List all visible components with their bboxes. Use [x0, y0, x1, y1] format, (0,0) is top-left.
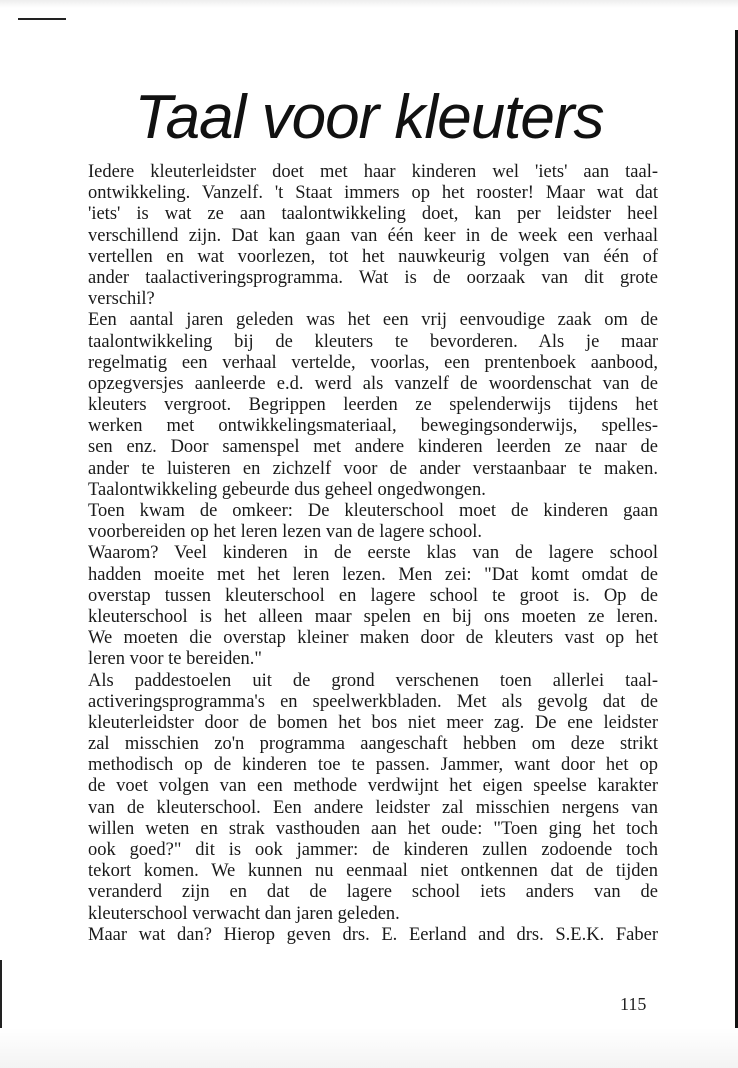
text-line: Een aantal jaren geleden was het een vrij eenvoudige zaak om de: [88, 310, 658, 331]
text-line: werken met ontwikkelingsmateriaal, bewegingsonderwijs, spelles-: [88, 416, 658, 437]
text-line: sen enz. Door samenspel met andere kinderen leerden ze naar de: [88, 437, 658, 458]
text-line: de voet volgen van een methode verdwijnt het eigen speelse karakter: [88, 776, 658, 797]
text-line: Toen kwam de omkeer: De kleuterschool moet de kinderen gaan: [88, 501, 658, 521]
text-line: voorbereiden op het leren lezen van de lagere school.: [88, 522, 482, 543]
text-line: ander taalactiveringsprogramma. Wat is de oorzaak van dit grote: [88, 267, 658, 288]
page-number: 115: [620, 994, 647, 1014]
text-line: Taalontwikkeling gebeurde dus geheel ongedwongen.: [88, 479, 486, 500]
text-line: verschillend zijn. Dat kan gaan van één keer in de week een verhaal: [88, 225, 658, 246]
text-line: kleuterschool verwacht dan jaren geleden.: [88, 903, 400, 924]
text-line: methodisch op de kinderen toe te passen. Jammer, want door het op: [88, 755, 658, 776]
text-line: taalontwikkeling bij de kleuters te bevorderen. Als je maar: [88, 331, 658, 352]
text-line: verschil?: [88, 289, 155, 310]
text-line: We moeten die overstap kleiner maken door de kleuters vast op het: [88, 628, 658, 649]
text-line: opzegversjes aanleerde e.d. werd als vanzelf de woordenschat van de: [88, 373, 658, 394]
text-line: zal misschien zo'n programma aangeschaft hebben om deze strikt: [88, 734, 658, 755]
page-title: Taal voor kleuters: [134, 83, 604, 152]
top-rule: [18, 18, 66, 20]
text-line: ander te luisteren en zichzelf voor de ander verstaanbaar te maken.: [88, 458, 658, 479]
text-line: Als paddestoelen uit de grond verschenen toen allerlei taal-: [88, 670, 658, 691]
text-line: Maar wat dan? Hierop geven drs. E. Eerland and drs. S.E.K. Faber: [88, 924, 658, 945]
page-top-shading: [0, 0, 738, 8]
text-line: veranderd zijn en dat de lagere school iets anders van de: [88, 882, 658, 903]
text-line: kleuterschool is het alleen maar spelen en bij ons moeten ze leren.: [88, 606, 658, 627]
text-line: willen weten en strak vasthouden aan het oude: "Toen ging het toch: [88, 818, 658, 839]
text-line: vertellen en wat voorlezen, tot het nauwkeurig volgen van één of: [88, 246, 658, 267]
text-line: overstap tussen kleuterschool en lagere school te groot is. Op de: [88, 585, 658, 606]
page-left-edge: [0, 960, 2, 1030]
text-line: ook goed?" dit is ook jammer: de kinderen zullen zodoende toch: [88, 840, 658, 860]
text-line: kleuters vergroot. Begrippen leerden ze spelenderwijs tijdens het: [88, 395, 658, 416]
text-line: kleuterleidster door de bomen het bos niet meer zag. De ene leidster: [88, 712, 658, 733]
text-line: hadden moeite met het leren lezen. Men zei: "Dat komt omdat de: [88, 564, 658, 585]
page-bottom-shading: [0, 1028, 738, 1068]
text-line: activeringsprogramma's en speelwerkbladen. Met als gevolg dat de: [88, 691, 658, 712]
text-line: leren voor te bereiden.": [88, 649, 262, 670]
text-line: ontwikkeling. Vanzelf. 't Staat immers op het rooster! Maar wat dat: [88, 183, 658, 204]
text-line: Waarom? Veel kinderen in de eerste klas van de lagere school: [88, 543, 658, 564]
text-line: 'iets' is wat ze aan taalontwikkeling doet, kan per leidster heel: [88, 204, 658, 225]
text-line: van de kleuterschool. Een andere leidster zal misschien nergens van: [88, 797, 658, 818]
text-line: Iedere kleuterleidster doet met haar kinderen wel 'iets' aan taal-: [88, 162, 658, 182]
text-line: tekort komen. We kunnen nu eenmaal niet ontkennen dat de tijden: [88, 861, 658, 882]
article-body: [88, 162, 658, 946]
text-line: regelmatig een verhaal vertelde, voorlas, een prentenboek aanbood,: [88, 352, 658, 373]
